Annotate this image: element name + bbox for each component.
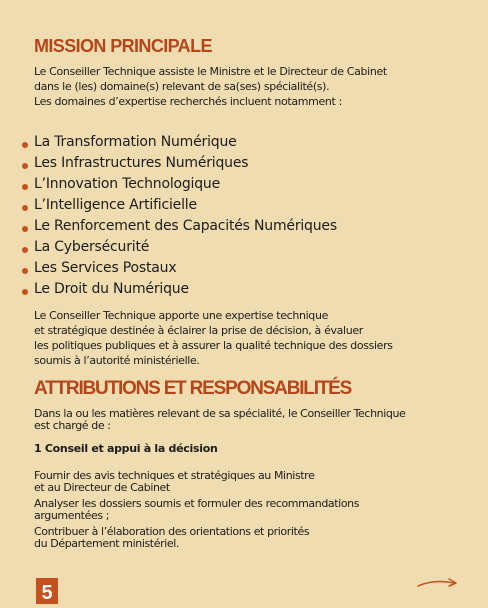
section-title: 1 Conseil et appui à la décision — [34, 442, 218, 455]
page-number: 5 — [36, 578, 58, 604]
attribution-line: et au Directeur de Cabinet — [34, 481, 170, 494]
attribution-item — [34, 498, 359, 522]
mission-outro-line: les politiques publiques et à assurer la qualité technique des dossiers — [34, 339, 393, 352]
mission-intro-line: dans le (les) domaine(s) relevant de sa(ses) spécialité(s). — [34, 80, 330, 93]
attribution-line: Contribuer à l’élaboration des orientations et priorités — [34, 525, 310, 538]
attribution-line: argumentées ; — [34, 509, 110, 522]
attributions-intro — [34, 408, 405, 432]
mission-intro — [34, 64, 387, 109]
attribution-line: Analyser les dossiers soumis et formuler des recommandations — [34, 497, 360, 510]
domain-label: L’Intelligence Artificielle — [34, 197, 197, 213]
mission-title: MISSION PRINCIPALE — [34, 36, 212, 56]
bullet-icon — [22, 163, 28, 169]
attributions-intro-line: Dans la ou les matières relevant de sa spécialité, le Conseiller Technique — [34, 407, 406, 420]
domain-item — [22, 132, 337, 153]
attribution-item — [34, 470, 314, 494]
domain-item — [22, 153, 337, 174]
bullet-icon — [22, 268, 28, 274]
domain-label: Le Droit du Numérique — [34, 281, 189, 297]
mission-outro-line: Le Conseiller Technique apporte une expertise technique — [34, 309, 328, 322]
domain-item — [22, 216, 337, 237]
domain-item — [22, 258, 337, 279]
attributions-intro-line: est chargé de : — [34, 419, 111, 432]
domain-label: La Cybersécurité — [34, 239, 150, 255]
bullet-icon — [22, 247, 28, 253]
domain-label: L’Innovation Technologique — [34, 176, 221, 192]
domain-label: Les Services Postaux — [34, 260, 177, 276]
domains-list — [22, 132, 337, 300]
domain-label: La Transformation Numérique — [34, 134, 237, 150]
attributions-title: ATTRIBUTIONS ET RESPONSABILITÉS — [34, 378, 352, 399]
bullet-icon — [22, 226, 28, 232]
domain-item — [22, 174, 337, 195]
domain-item — [22, 237, 337, 258]
bullet-icon — [22, 289, 28, 295]
attribution-item — [34, 526, 309, 550]
arrow-right-icon — [416, 576, 460, 590]
bullet-icon — [22, 184, 28, 190]
domain-item — [22, 279, 337, 300]
mission-outro-line: soumis à l’autorité ministérielle. — [34, 354, 200, 367]
bullet-icon — [22, 205, 28, 211]
mission-outro — [34, 308, 393, 368]
mission-intro-line: Les domaines d’expertise recherchés incluent notamment : — [34, 95, 342, 108]
domain-label: Le Renforcement des Capacités Numériques — [34, 218, 337, 234]
attribution-line: du Département ministériel. — [34, 537, 179, 550]
mission-intro-line: Le Conseiller Technique assiste le Ministre et le Directeur de Cabinet — [34, 65, 387, 78]
domain-item — [22, 195, 337, 216]
bullet-icon — [22, 142, 28, 148]
attribution-line: Fournir des avis techniques et stratégiques au Ministre — [34, 469, 315, 482]
mission-outro-line: et stratégique destinée à éclairer la prise de décision, à évaluer — [34, 324, 363, 337]
domain-label: Les Infrastructures Numériques — [34, 155, 249, 171]
